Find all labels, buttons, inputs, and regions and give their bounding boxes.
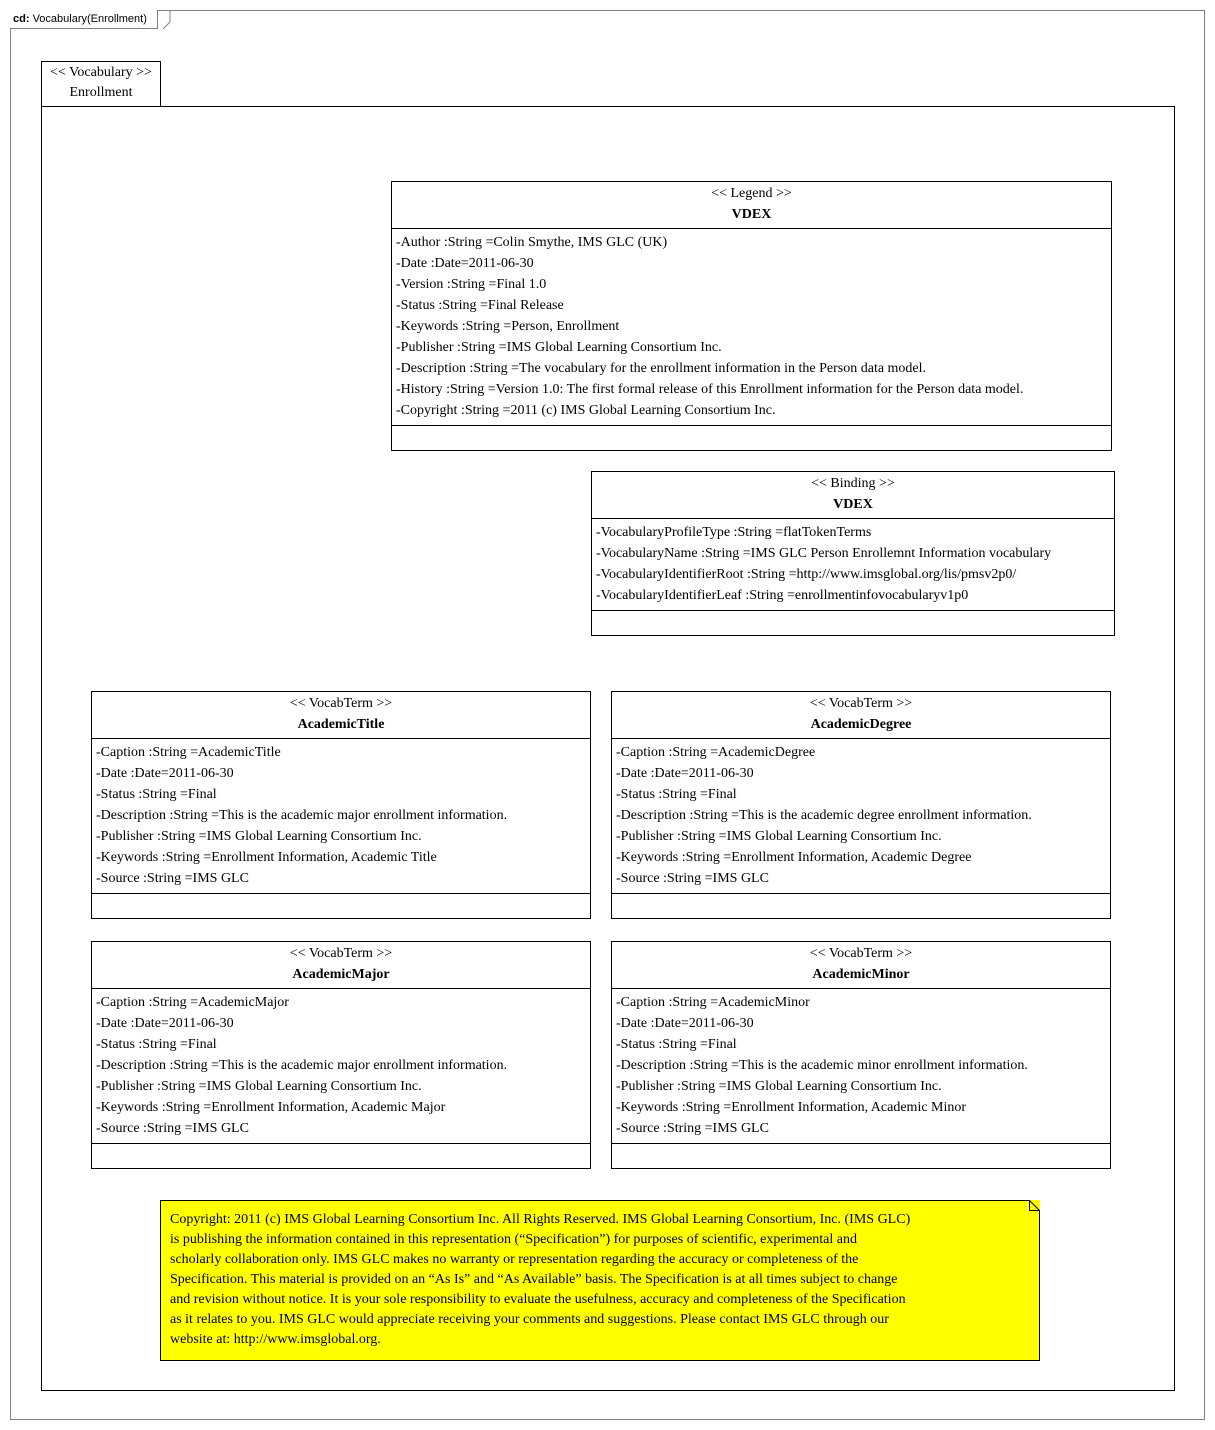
operation-compartment — [392, 426, 1111, 450]
note-line: and revision without notice. It is your sole responsibility to evaluate the usefulness, accuracy and completeness of the Specification — [170, 1292, 906, 1307]
attribute: -History :String =Version 1.0: The first formal release of this Enrollment information for the Person data model. — [396, 382, 1024, 397]
class-name: VDEX — [731, 207, 772, 222]
attribute-compartment — [92, 739, 590, 894]
attribute-compartment — [612, 989, 1110, 1144]
attribute: -Date :Date=2011-06-30 — [396, 256, 534, 271]
binding-class[interactable] — [591, 471, 1115, 636]
class-name: AcademicMajor — [292, 967, 390, 982]
attribute: -Keywords :String =Enrollment Information, Academic Minor — [616, 1100, 967, 1115]
attribute: -Keywords :String =Enrollment Information, Academic Major — [96, 1100, 446, 1115]
vocabterm-academic-major[interactable] — [91, 941, 591, 1169]
attribute: -Date :Date=2011-06-30 — [96, 766, 234, 781]
attribute-compartment — [392, 229, 1111, 426]
attribute-compartment — [92, 989, 590, 1144]
class-name: AcademicDegree — [810, 717, 912, 732]
note-line: website at: http://www.imsglobal.org. — [170, 1332, 381, 1347]
attribute: -Source :String =IMS GLC — [96, 871, 249, 886]
attribute-compartment — [612, 739, 1110, 894]
operation-compartment — [612, 894, 1110, 918]
diagram-title: Vocabulary(Enrollment) — [32, 13, 147, 25]
class-stereotype: << Binding >> — [811, 476, 895, 491]
attribute: -Status :String =Final — [616, 1037, 737, 1052]
attribute: -Description :String =This is the academic degree enrollment information. — [616, 808, 1032, 823]
operation-compartment — [592, 611, 1114, 635]
class-header — [92, 692, 590, 739]
attribute: -VocabularyName :String =IMS GLC Person Enrollemnt Information vocabulary — [596, 546, 1052, 561]
note-line: Specification. This material is provided on an “As Is” and “As Available” basis. The Specification is at all times subject to change — [170, 1272, 898, 1287]
attribute: -Keywords :String =Enrollment Information, Academic Title — [96, 850, 437, 865]
attribute: -Publisher :String =IMS Global Learning Consortium Inc. — [616, 829, 942, 844]
class-stereotype: << Legend >> — [711, 186, 792, 201]
package-tab[interactable] — [41, 61, 161, 107]
class-header — [612, 942, 1110, 989]
operation-compartment — [612, 1144, 1110, 1168]
class-stereotype: << VocabTerm >> — [809, 946, 913, 961]
class-header — [92, 942, 590, 989]
class-stereotype: << VocabTerm >> — [289, 946, 393, 961]
class-name: VDEX — [833, 497, 873, 512]
attribute: -Description :String =This is the academic minor enrollment information. — [616, 1058, 1028, 1073]
attribute: -Date :Date=2011-06-30 — [616, 766, 754, 781]
class-name: AcademicTitle — [297, 717, 385, 732]
attribute: -Source :String =IMS GLC — [616, 1121, 769, 1136]
package-stereotype: << Vocabulary >> — [50, 65, 152, 80]
attribute: -Publisher :String =IMS Global Learning Consortium Inc. — [96, 1079, 422, 1094]
attribute: -Keywords :String =Enrollment Information, Academic Degree — [616, 850, 972, 865]
attribute: -Copyright :String =2011 (c) IMS Global Learning Consortium Inc. — [396, 403, 776, 418]
note-line: as it relates to you. IMS GLC would appreciate receiving your comments and suggestions. Please contact IMS GLC through our — [170, 1312, 889, 1327]
attribute: -Source :String =IMS GLC — [96, 1121, 249, 1136]
attribute: -Author :String =Colin Smythe, IMS GLC (UK) — [396, 235, 668, 250]
note-line: is publishing the information contained in this representation (“Specification”) for purposes of scientific, experimental and — [170, 1232, 857, 1247]
attribute: -Version :String =Final 1.0 — [396, 277, 547, 292]
attribute: -Caption :String =AcademicTitle — [96, 745, 281, 760]
attribute: -VocabularyProfileType :String =flatTokenTerms — [596, 525, 872, 540]
attribute: -Caption :String =AcademicMinor — [616, 995, 810, 1010]
note-line: Copyright: 2011 (c) IMS Global Learning Consortium Inc. All Rights Reserved. IMS Global Learning Consortium, Inc. (IMS GLC) — [170, 1212, 911, 1227]
copyright-note[interactable] — [160, 1200, 1040, 1361]
attribute: -Source :String =IMS GLC — [616, 871, 769, 886]
note-line: scholarly collaboration only. IMS GLC makes no warranty or representation regarding the accuracy or completeness of the — [170, 1252, 859, 1267]
attribute: -Date :Date=2011-06-30 — [616, 1016, 754, 1031]
attribute: -Status :String =Final — [616, 787, 737, 802]
class-name: AcademicMinor — [812, 967, 910, 982]
diagram-frame-tab — [10, 10, 158, 29]
class-stereotype: << VocabTerm >> — [289, 696, 393, 711]
attribute: -VocabularyIdentifierLeaf :String =enrollmentinfovocabularyv1p0 — [596, 588, 969, 603]
attribute-compartment — [592, 519, 1114, 611]
attribute: -Keywords :String =Person, Enrollment — [396, 319, 620, 334]
attribute: -Caption :String =AcademicDegree — [616, 745, 816, 760]
attribute: -Description :String =This is the academic major enrollment information. — [96, 1058, 508, 1073]
attribute: -Status :String =Final — [96, 1037, 217, 1052]
class-header — [612, 692, 1110, 739]
attribute: -Status :String =Final — [96, 787, 217, 802]
note-text — [170, 1210, 1030, 1350]
frame-tab-corner — [163, 10, 171, 29]
package-name: Enrollment — [69, 85, 133, 100]
vocabterm-academic-minor[interactable] — [611, 941, 1111, 1169]
attribute: -Description :String =This is the academic major enrollment information. — [96, 808, 508, 823]
class-header — [592, 472, 1114, 519]
attribute: -VocabularyIdentifierRoot :String =http://www.imsglobal.org/lis/pmsv2p0/ — [596, 567, 1017, 582]
attribute: -Publisher :String =IMS Global Learning Consortium Inc. — [616, 1079, 942, 1094]
class-stereotype: << VocabTerm >> — [809, 696, 913, 711]
attribute: -Publisher :String =IMS Global Learning Consortium Inc. — [396, 340, 722, 355]
operation-compartment — [92, 894, 590, 918]
legend-class[interactable] — [391, 181, 1112, 451]
vocabterm-academic-degree[interactable] — [611, 691, 1111, 919]
vocabterm-academic-title[interactable] — [91, 691, 591, 919]
attribute: -Publisher :String =IMS Global Learning Consortium Inc. — [96, 829, 422, 844]
operation-compartment — [92, 1144, 590, 1168]
attribute: -Description :String =The vocabulary for the enrollment information in the Person data model. — [396, 361, 927, 376]
diagram-kind: cd: — [13, 13, 30, 25]
attribute: -Date :Date=2011-06-30 — [96, 1016, 234, 1031]
attribute: -Caption :String =AcademicMajor — [96, 995, 289, 1010]
class-header — [392, 182, 1111, 229]
attribute: -Status :String =Final Release — [396, 298, 564, 313]
